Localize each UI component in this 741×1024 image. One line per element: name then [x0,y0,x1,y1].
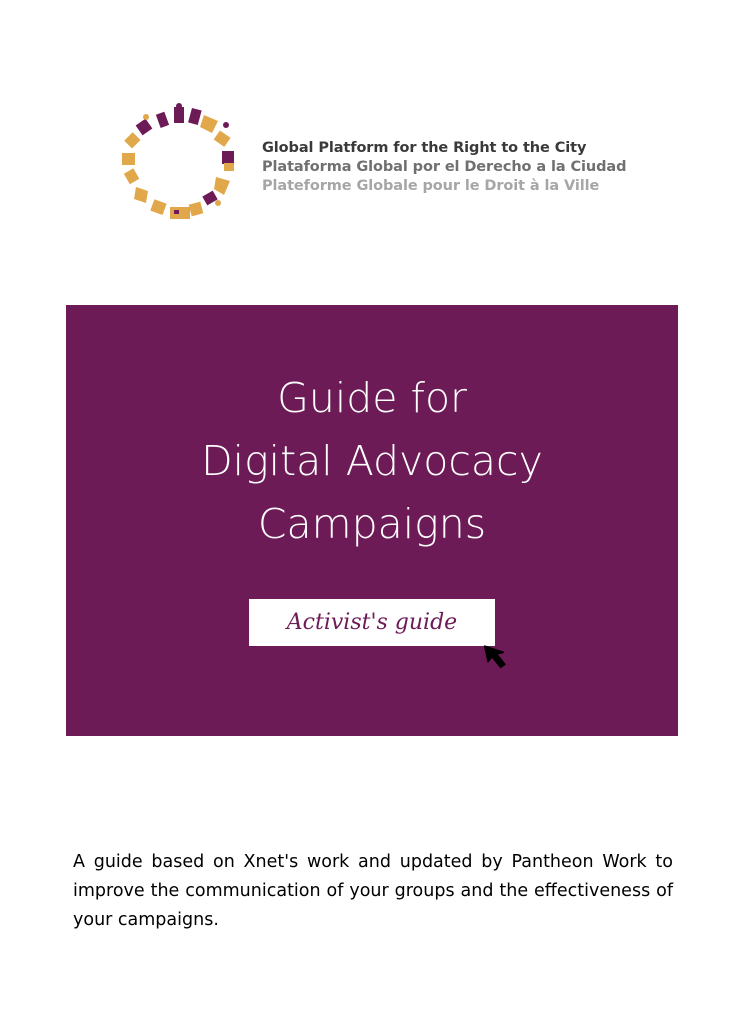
document-title [66,367,678,556]
org-name-spanish: Plataforma Global por el Derecho a la Ciudad [262,159,627,175]
mouse-pointer-icon [484,641,514,673]
org-name-english: Global Platform for the Right to the City [262,140,587,156]
title-line-1: Guide for [277,374,467,422]
organization-names [262,139,626,196]
title-line-2: Digital Advocacy [201,437,543,485]
title-banner [66,305,678,736]
organization-logo-icon [118,103,242,225]
title-line-3: Campaigns [257,500,487,548]
introduction-text: A guide based on Xnet's work and updated by Pantheon Work to improve the communication of your groups and the effectiveness of your campaigns. [73,851,673,930]
org-name-french: Plateforme Globale pour le Droit à la Ville [262,178,600,194]
activists-guide-label: Activist's guide [249,599,495,646]
